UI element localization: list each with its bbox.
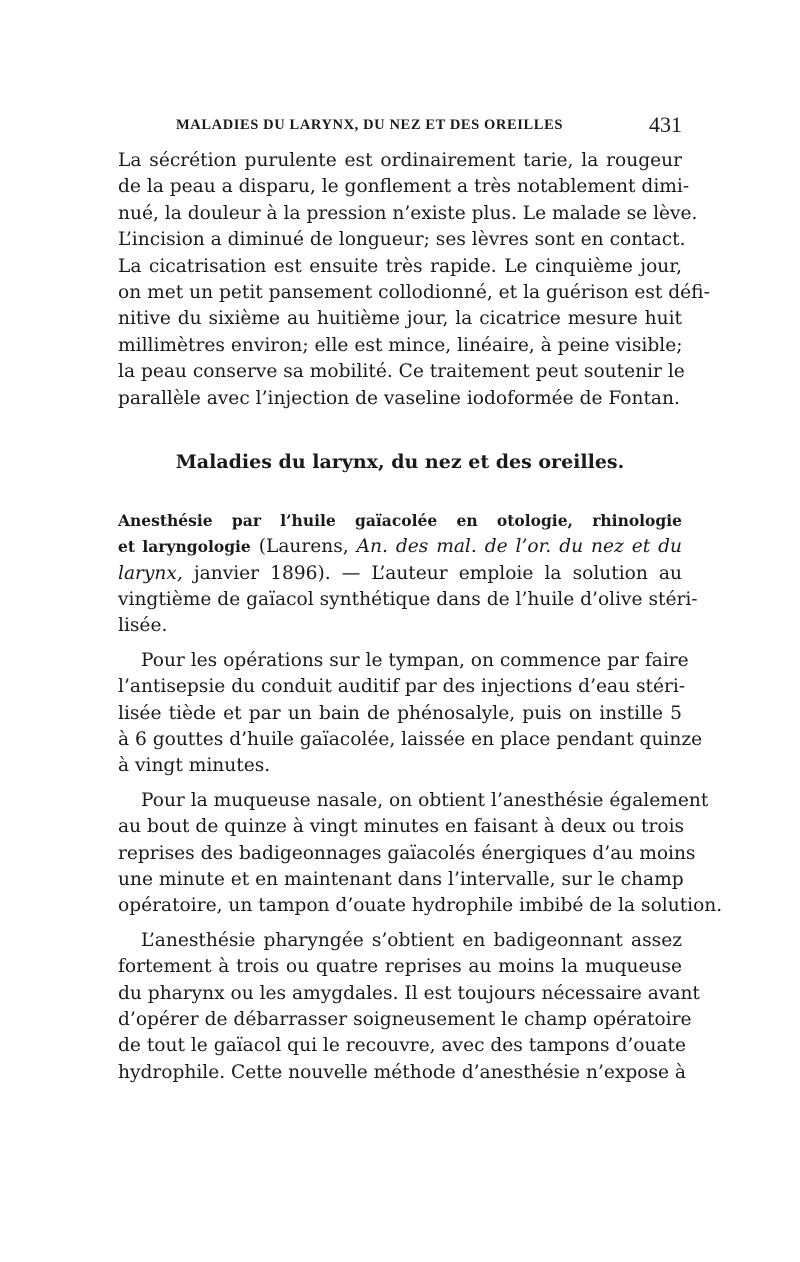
text-line: on met un petit pansement collodionné, et la guérison est défi- (118, 281, 710, 303)
text-line: reprises des badigeonnages gaïacolés énergiques d’au moins (118, 842, 696, 864)
text-line: de tout le gaïacol qui le recouvre, avec des tampons d’ouate (118, 1035, 687, 1057)
text-line: La sécrétion purulente est ordinairement tarie, la rougeur (118, 150, 682, 171)
article-title-line (118, 508, 682, 534)
text-line: de la peau a disparu, le gonflement a très notablement dimi- (118, 176, 690, 198)
text-line: nué, la douleur à la pression n’existe plus. Le malade se lève. (118, 202, 698, 224)
page-number: 431 (649, 112, 682, 137)
text-line: vingtième de gaïacol synthétique dans de l’huile d’olive stéri- (118, 589, 698, 611)
running-title: MALADIES DU LARYNX, DU NEZ ET DES OREILLES (176, 117, 563, 133)
text-line: opératoire, un tampon d’ouate hydrophile imbibé de la solution. (118, 895, 723, 917)
text-line: hydrophile. Cette nouvelle méthode d’anesthésie n’expose à (118, 1061, 686, 1083)
text-line: l’antisepsie du conduit auditif par des injections d’eau stéri- (118, 676, 686, 698)
citation-date: janvier 1896). — L’auteur emploie la solution au (182, 562, 682, 584)
paragraph-nasal (118, 788, 723, 920)
text-line: fortement à trois ou quatre reprises au moins la muqueuse (118, 956, 682, 978)
text-line: L’anesthésie pharyngée s’obtient en badigeonnant assez (141, 929, 682, 951)
text-line: millimètres environ; elle est mince, linéaire, à peine visible; (118, 334, 683, 356)
journal-name-continued: larynx, (118, 562, 183, 584)
article-citation-line (118, 534, 682, 560)
citation-open: (Laurens, (250, 536, 357, 558)
running-header (118, 112, 682, 148)
text-line: L’incision a diminué de longueur; ses lèvres sont en contact. (118, 229, 686, 251)
article-citation-line (118, 561, 682, 587)
text-line: La cicatrisation est ensuite très rapide. Le cinquième jour, (118, 255, 682, 277)
paragraph-pharynx (118, 928, 700, 1086)
book-page (118, 112, 723, 1086)
text-line: lisée. (118, 615, 168, 637)
text-line: une minute et en maintenant dans l’intervalle, sur le champ (118, 868, 684, 890)
text-line: à 6 gouttes d’huile gaïacolée, laissée en place pendant quinze (118, 729, 703, 751)
journal-name: An. des mal. de l’or. du nez et du (356, 536, 683, 558)
text-line: à vingt minutes. (118, 755, 271, 777)
text-line: d’opérer de débarrasser soigneusement le champ opératoire (118, 1008, 692, 1030)
text-line: la peau conserve sa mobilité. Ce traitement peut soutenir le (118, 361, 685, 383)
intro-paragraph (118, 148, 710, 412)
text-line: nitive du sixième au huitième jour, la cicatrice mesure huit (118, 308, 682, 330)
text-line: lisée tiède et par un bain de phénosalyle, puis on instille 5 (118, 702, 682, 724)
text-line: du pharynx ou les amygdales. Il est toujours nécessaire avant (118, 982, 700, 1004)
paragraph-tympan (118, 648, 703, 780)
article-title: Anesthésie par l’huile gaïacolée en otologie, rhinologie (118, 510, 682, 530)
text-line: Pour la muqueuse nasale, on obtient l’anesthésie également (141, 789, 709, 811)
section-heading: Maladies du larynx, du nez et des oreilles. (175, 450, 625, 473)
text-line: Pour les opérations sur le tympan, on commence par faire (141, 649, 689, 671)
text-line: parallèle avec l’injection de vaseline iodoformée de Fontan. (118, 387, 680, 409)
article-entry (118, 508, 698, 640)
text-line: au bout de quinze à vingt minutes en faisant à deux ou trois (118, 816, 685, 838)
article-title-continued: et laryngologie (118, 537, 251, 557)
